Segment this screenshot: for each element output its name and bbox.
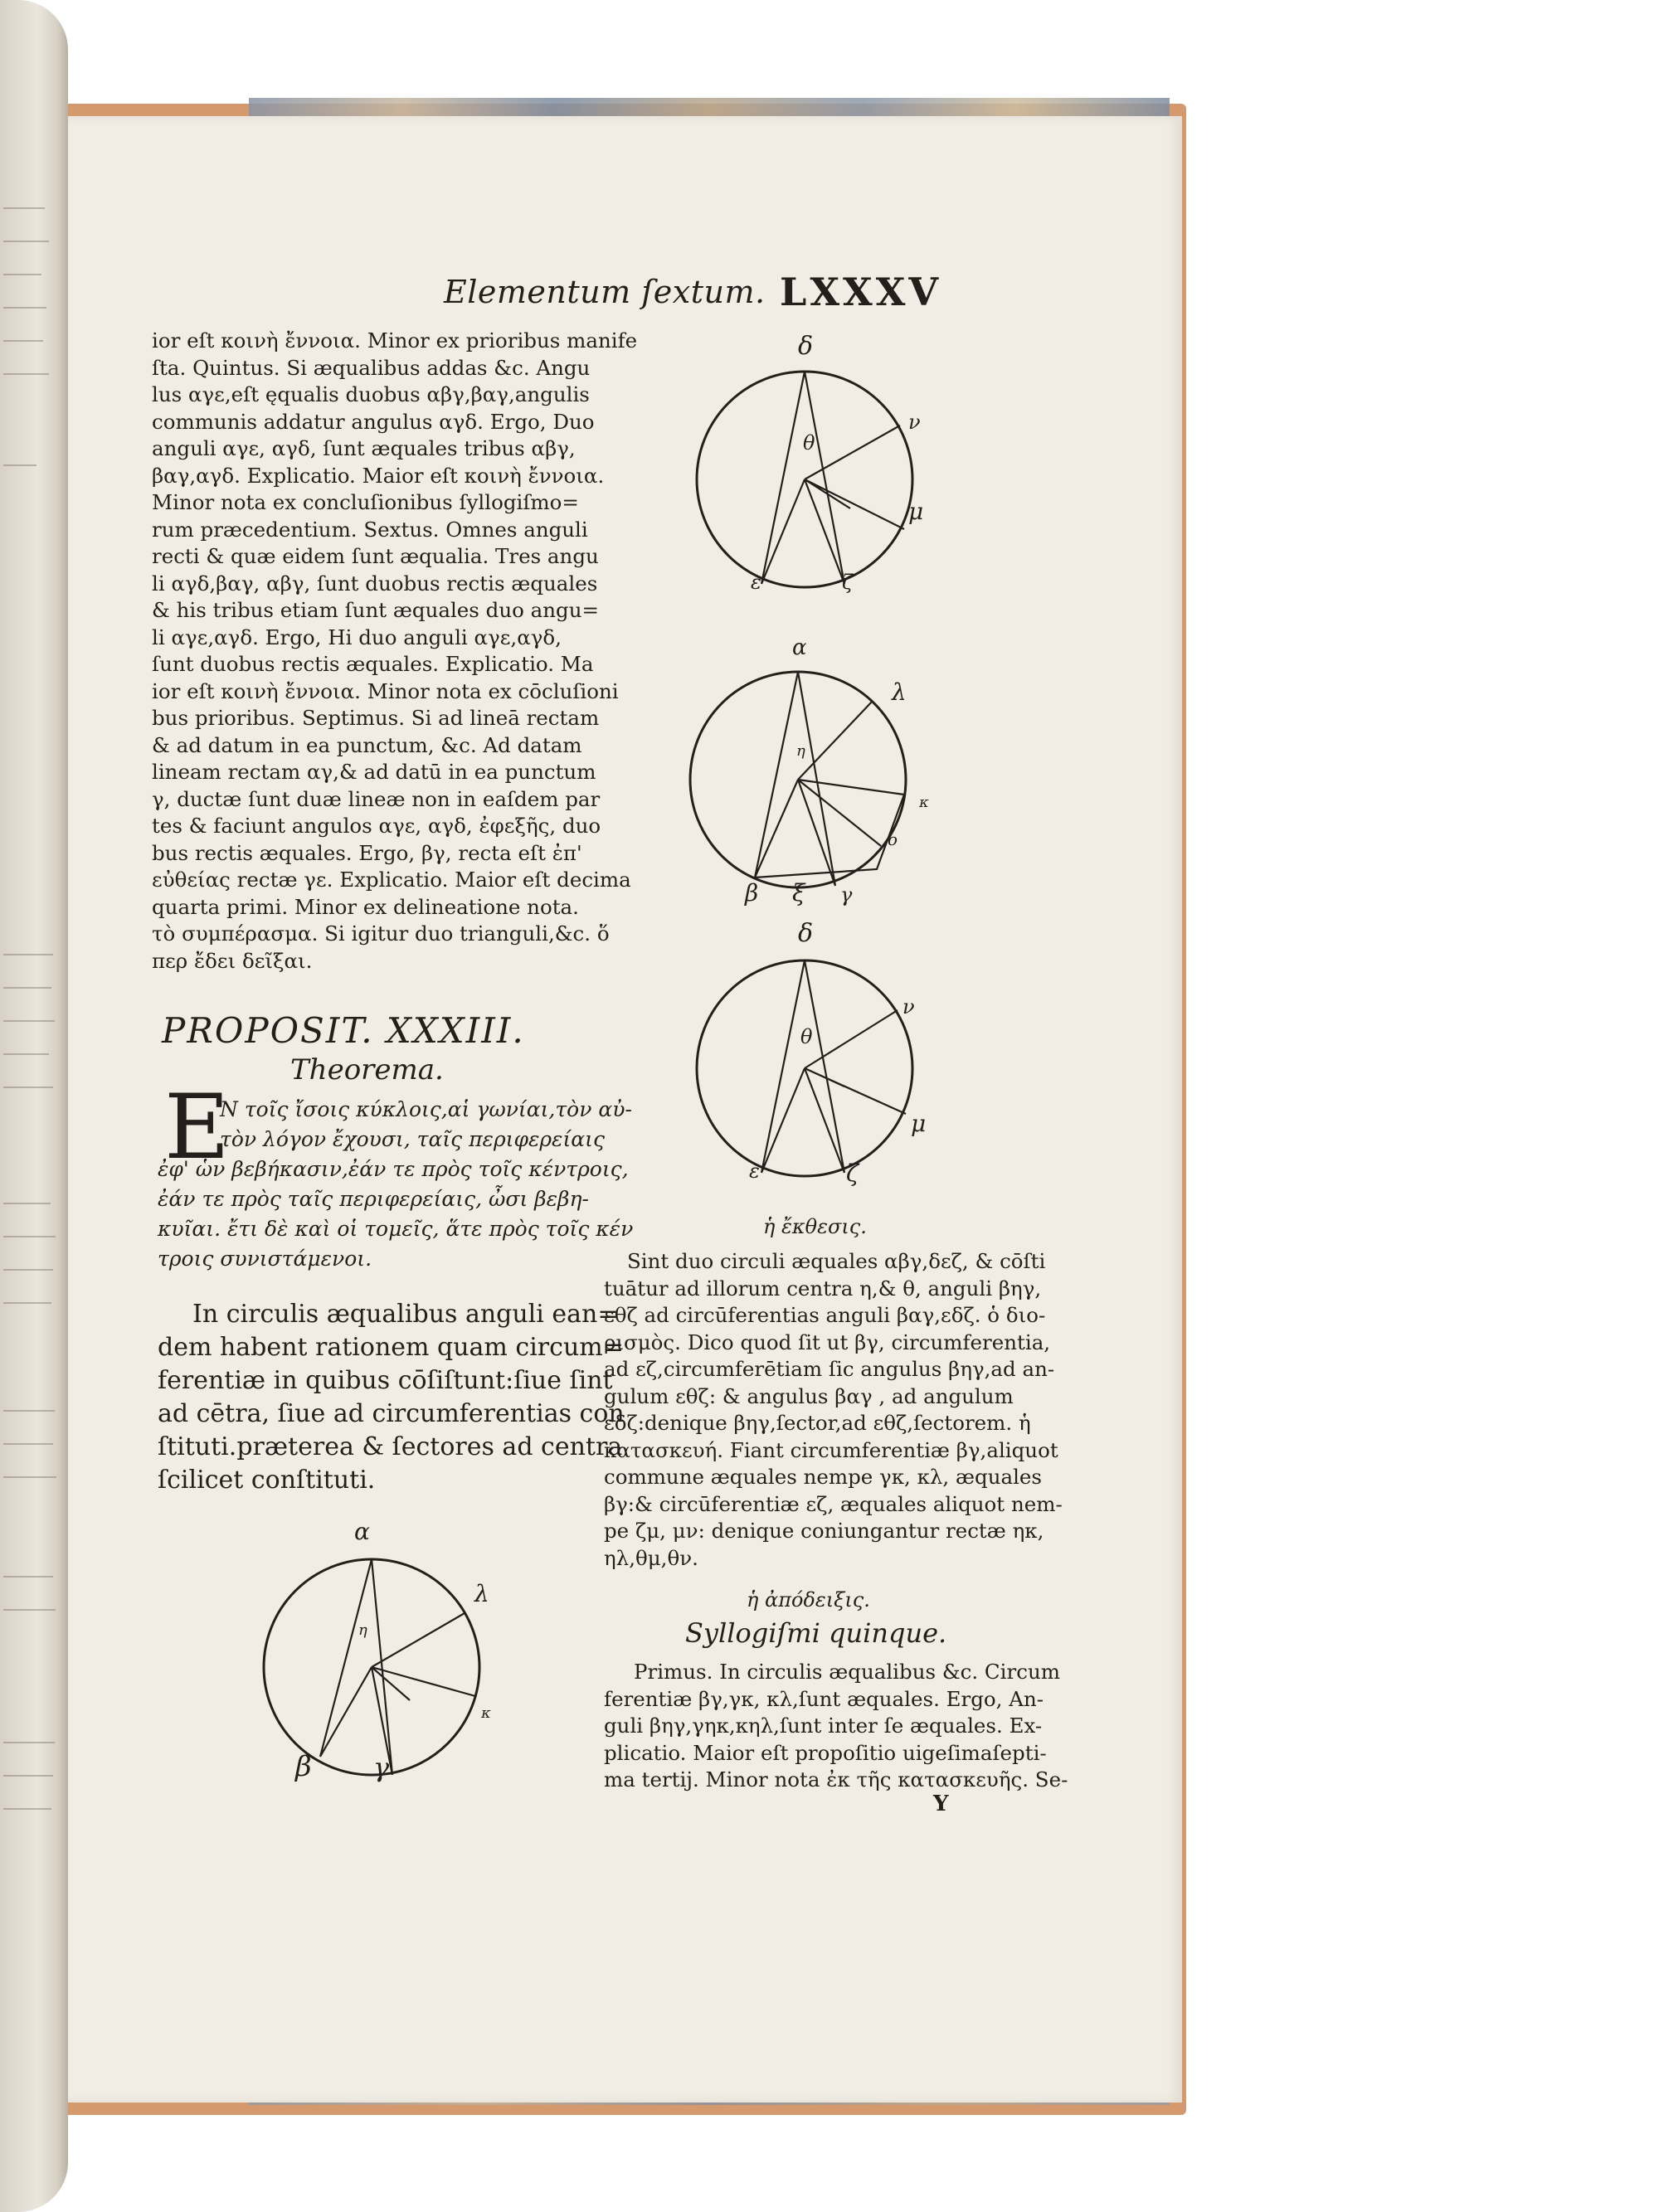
proposition-heading: PROPOSIT. XXXIII. <box>162 1010 525 1051</box>
text-line: περ ἔδει δεῖξαι. <box>152 948 313 973</box>
text-line: pe ζμ, μν: denique coniungantur rectæ ηκ, <box>604 1519 1044 1543</box>
text-line: βγ:& circūferentiæ εζ, æquales aliquot nem- <box>604 1491 1063 1516</box>
diagram-label: η <box>796 742 805 760</box>
greek-line: τροις συνιστάμενοι. <box>158 1247 372 1271</box>
text-line: Minor nota ex concluſionibus ſyllogiſmo= <box>152 490 579 514</box>
text-line: ior eſt κοινὴ ἔννοια. Minor ex prioribus manife <box>152 328 638 352</box>
diagram-label: α <box>792 635 807 660</box>
greek-line: N τοῖς ἴσοις κύκλοις,αἱ γωνίαι,τὸν αὐ- <box>220 1097 632 1121</box>
text-line: εδζ:denique βηγ,ſector,ad εθζ,ſectorem. ἡ <box>604 1411 1031 1435</box>
text-line: τὸ συμπέρασμα. Si igitur duo trianguli,&c. ὅ <box>152 921 610 946</box>
text-line: gulum εθζ: & angulus βαγ , ad angulum <box>604 1383 1014 1408</box>
folio-number: LXXXV <box>780 270 942 314</box>
text-line: ηλ,θμ,θν. <box>604 1545 698 1570</box>
diagram-label: λ <box>474 1580 489 1607</box>
diagram-label: ε <box>749 1159 760 1183</box>
text-line: tuātur ad illorum centra η,& θ, anguli βηγ, <box>604 1276 1042 1300</box>
text-line: tes & faciunt angulos αγε, αγδ, ἐφεξῆς, duo <box>152 814 601 838</box>
diagram-label: δ <box>798 919 814 948</box>
text-line: ma tertij. Minor nota ἐκ τῆς κατασκευῆς. Se- <box>604 1767 1068 1791</box>
diagram-label: ζ <box>846 1159 859 1187</box>
diagram-label: θ <box>800 1025 813 1048</box>
diagram-label: ν <box>902 995 915 1018</box>
text-line: anguli αγε, αγδ, ſunt æquales tribus αβγ, <box>152 436 576 460</box>
text-line: γ, ductæ ſunt duæ lineæ non in eaſdem par <box>152 786 601 811</box>
diagram-label: γ <box>373 1752 390 1783</box>
latin-enunciation <box>158 1298 625 1497</box>
diagram-label: β <box>745 879 759 907</box>
text-line: bus rectis æquales. Ergo, βγ, recta eſt ἐπ' <box>152 840 582 865</box>
diagram-label: γ <box>840 883 853 907</box>
text-line: εὐθείας rectæ γε. Explicatio. Maior eſt decima <box>152 868 631 892</box>
diagram-label: λ <box>892 678 907 706</box>
latin-line: In circulis æqualibus anguli ean= <box>192 1300 619 1329</box>
diagram-label: α <box>354 1518 370 1545</box>
left-column-text <box>152 328 637 975</box>
text-line: ferentiæ βγ,γκ, κλ,ſunt æquales. Ergo, An- <box>604 1686 1044 1711</box>
diagram-label: ο <box>888 829 898 849</box>
diagram-circle-2 <box>674 655 922 904</box>
text-line: ſunt duobus rectis æquales. Explicatio. Ma <box>152 652 594 676</box>
text-line: Primus. In circulis æqualibus &c. Circum <box>634 1660 1060 1684</box>
text-line: κατασκευή. Fiant circumferentiæ βγ,aliquot <box>604 1437 1058 1462</box>
drop-cap: E <box>164 1076 230 1179</box>
diagram-label: ξ <box>792 879 805 907</box>
diagram-label: ζ <box>842 571 854 594</box>
diagram-circle-4 <box>247 1543 496 1791</box>
text-line: quarta primi. Minor ex delineatione nota. <box>152 894 579 919</box>
ekthesis-text <box>604 1248 1063 1572</box>
text-line: plicatio. Maior eſt propoſitio uigeſimaſepti- <box>604 1740 1047 1765</box>
diagram-label: η <box>358 1621 367 1639</box>
text-line: li αγε,αγδ. Ergo, Hi duo anguli αγε,αγδ, <box>152 625 562 649</box>
signature-mark: Y <box>933 1791 949 1816</box>
left-facing-page <box>0 0 68 2212</box>
diagram-label: κ <box>481 1704 491 1722</box>
diagram-label: ε <box>751 571 761 594</box>
latin-line: dem habent rationem quam circum= <box>158 1333 624 1362</box>
apodeixis-text <box>604 1659 1068 1794</box>
latin-line: ferentiæ in quibus cōſiſtunt:ſiue ſint <box>158 1366 613 1395</box>
text-line: commune æquales nempe γκ, κλ, æquales <box>604 1465 1043 1489</box>
diagram-label: ν <box>908 411 921 434</box>
latin-line: ad cētra, ſiue ad circumferentias con <box>158 1399 625 1428</box>
diagram-label: κ <box>919 794 929 811</box>
text-line: guli βηγ,γηκ,κηλ,ſunt inter ſe æquales. Ex- <box>604 1714 1043 1738</box>
diagram-label: δ <box>798 332 814 361</box>
greek-line: τὸν λόγον ἔχουσι, ταῖς περιφερείαις <box>220 1127 605 1151</box>
text-line: Sint duo circuli æquales αβγ,δεζ, & cōſti <box>627 1249 1046 1273</box>
greek-enunciation <box>220 1095 632 1155</box>
diagram-label: β <box>295 1750 312 1783</box>
text-line: li αγδ,βαγ, αβγ, ſunt duobus rectis æquales <box>152 571 598 596</box>
diagram-label: θ <box>803 431 815 455</box>
text-line: ρισμὸς. Dico quod ſit ut βγ, circumferentia, <box>604 1330 1051 1354</box>
diagram-label: μ <box>911 1110 927 1137</box>
text-line: βαγ,αγδ. Explicatio. Maior eſt κοινὴ ἔννοια. <box>152 463 605 488</box>
latin-line: ſtituti.præterea & ſectores ad centra <box>158 1432 623 1461</box>
greek-line: ἐφ' ὧν βεβήκασιν,ἐάν τε πρὸς τοῖς κέντροις, <box>158 1157 629 1181</box>
latin-line: ſcilicet conſtituti. <box>158 1466 376 1495</box>
text-line: communis addatur angulus αγδ. Ergo, Duo <box>152 409 595 434</box>
greek-enunciation-cont <box>158 1155 633 1274</box>
diagram-circle-1 <box>680 355 929 604</box>
text-line: & his tribus etiam ſunt æquales duo angu= <box>152 598 600 622</box>
running-head: Elementum ſextum. <box>444 274 766 310</box>
diagram-circle-3 <box>680 944 929 1193</box>
text-line: recti & quæ eidem ſunt æqualia. Tres angu <box>152 544 599 568</box>
diagram-label: μ <box>908 498 924 525</box>
greek-line: κυῖαι. ἔτι δὲ καὶ οἱ τομεῖς, ἅτε πρὸς τοῖς κέν <box>158 1217 634 1241</box>
greek-line: ἐάν τε πρὸς ταῖς περιφερείαις, ὦσι βεβη- <box>158 1187 589 1211</box>
text-line: rum præcedentium. Sextus. Omnes anguli <box>152 517 588 542</box>
ekthesis-heading: ἡ ἔκθεσις. <box>763 1215 867 1238</box>
text-line: ad εζ,circumferētiam ſic angulus βηγ,ad an- <box>604 1357 1055 1381</box>
text-line: lineam rectam αγ,& ad datū in ea punctum <box>152 760 596 784</box>
text-line: bus prioribus. Septimus. Si ad lineā rectam <box>152 706 600 730</box>
text-line: ſta. Quintus. Si æqualibus addas &c. Angu <box>152 355 591 380</box>
text-line: lus αγε,eſt ęqualis duobus αβγ,βαγ,angulis <box>152 382 590 406</box>
text-line: εθζ ad circūferentias anguli βαγ,εδζ. ὁ διο- <box>604 1303 1046 1327</box>
syllogisms-heading: Syllogiſmi quinque. <box>685 1617 947 1649</box>
apodeixis-heading: ἡ ἀπόδειξις. <box>747 1588 870 1612</box>
text-line: ior eſt κοινὴ ἔννοια. Minor nota ex cōcluſioni <box>152 678 619 703</box>
text-line: & ad datum in ea punctum, &c. Ad datam <box>152 732 582 757</box>
theorem-heading: Theorema. <box>290 1053 444 1087</box>
